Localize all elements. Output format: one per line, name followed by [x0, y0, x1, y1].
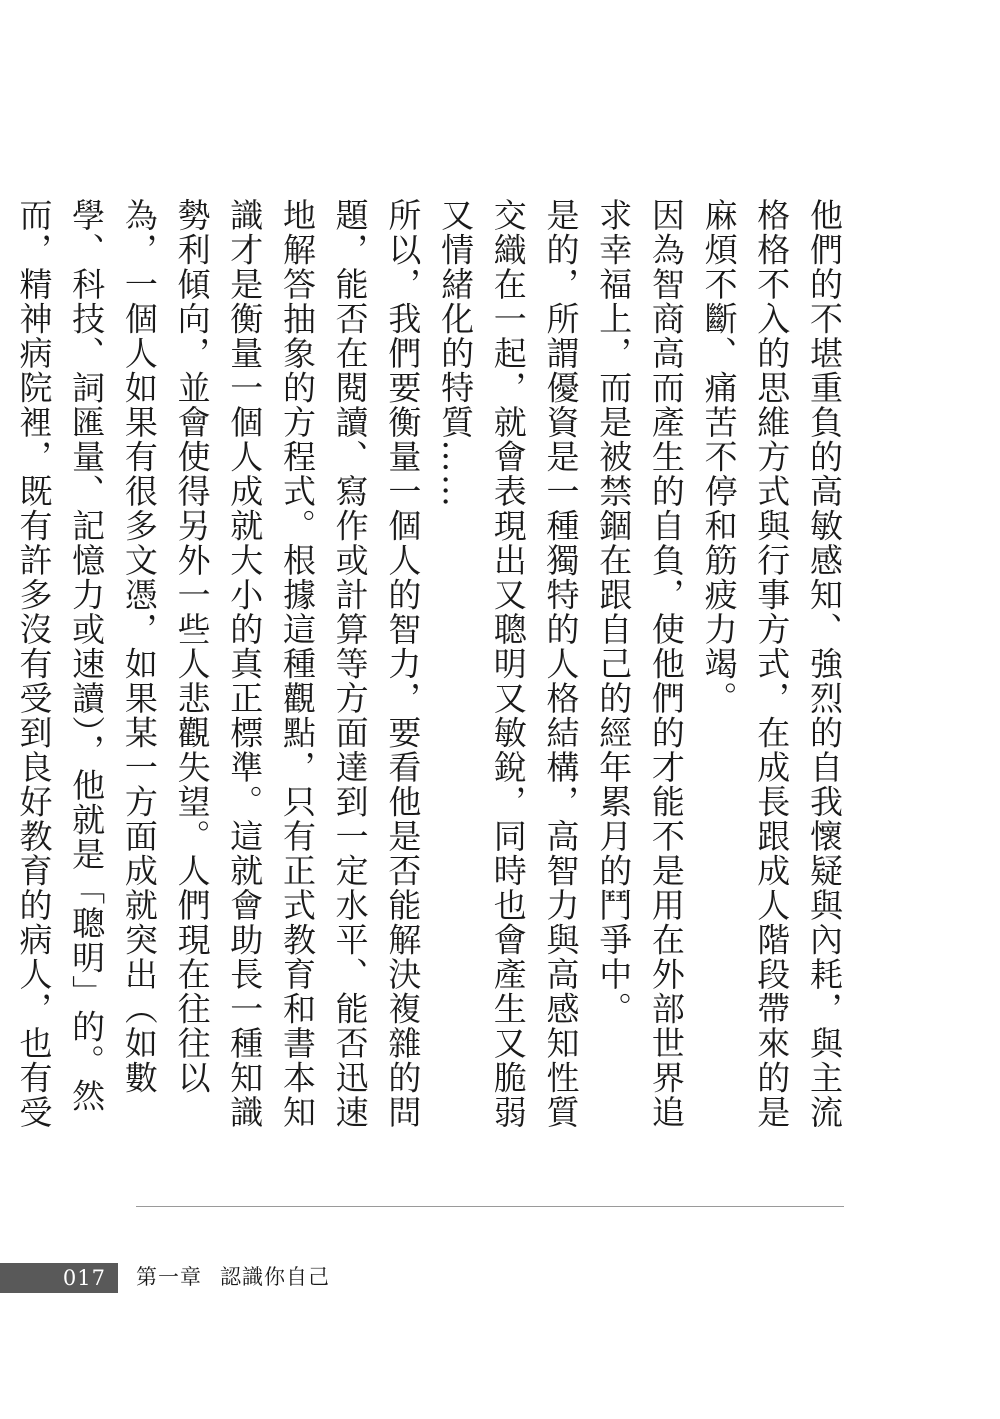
footer-divider — [136, 1206, 844, 1207]
body-text — [14, 198, 850, 1148]
paragraph: 是的，所謂優資是一種獨特的人格結構，高智力與高感知性質交織在一起，就會表現出又聰明又敏銳，同時也會產生又脆弱又情緒化的特質…… — [436, 198, 581, 1130]
paragraph: 他們的不堪重負的高敏感知、強烈的自我懷疑與內耗，與主流格格不入的思維方式與行事方式，在成長跟成人階段帶來的是麻煩不斷、痛苦不停和筋疲力竭。 — [699, 198, 844, 1130]
page-number-tab — [0, 1263, 118, 1293]
paragraph: 因為智商高而產生的自負，使他們的才能不是用在外部世界追求幸福上，而是被禁錮在跟自己的經年累月的鬥爭中。 — [594, 198, 686, 1130]
page-number: 017 — [62, 1266, 106, 1290]
chapter-title: 認識你自己 — [220, 1265, 330, 1289]
running-footer — [136, 1264, 330, 1290]
paragraph: 所以，我們要衡量一個人的智力，要看他是否能解決複雜的問題，能否在閱讀、寫作或計算等方面達到一定水平、能否迅速地解答抽象的方程式。根據這種觀點，只有正式教育和書本知識才是衡量一個人成就大小的真正標準。這就會助長一種知識勢利傾向，並會使得另外一些人悲觀失望。人們現在往往以為，一個人如果有很多文憑，如果某一方面成就突出（如數學、科技、詞匯量、記憶力或速讀），他就是「聰明」的。然而，精神病院裡，既有許多沒有受到良好教育的病人，也有受 — [14, 198, 423, 1130]
chapter-label: 第一章 — [136, 1265, 202, 1289]
